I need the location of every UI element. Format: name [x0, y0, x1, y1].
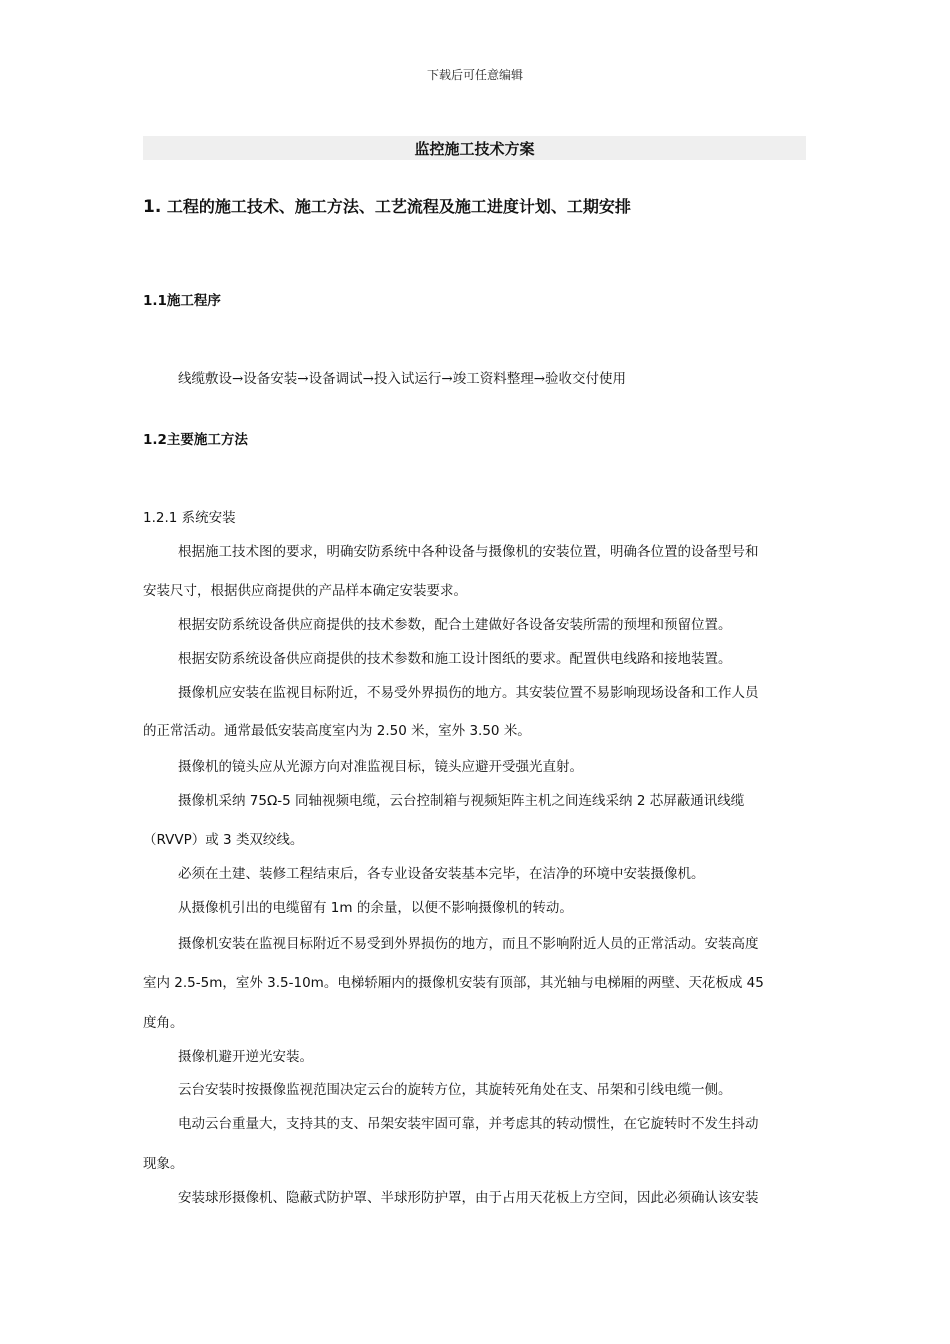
paragraph-line	[143, 719, 531, 739]
paragraph-line: 根据施工技术图的要求，明确安防系统中各种设备与摄像机的安装位置，明确各位置的设备型号和	[178, 544, 759, 560]
text-run: 从摄像机引出的电缆留有	[178, 900, 327, 916]
document-title: 监控施工技术方案	[414, 140, 535, 158]
section-text: 系统安装	[177, 510, 236, 526]
value-run: 75Ω-5	[245, 793, 296, 809]
text-run: ，室外	[222, 975, 263, 991]
paragraph-line	[143, 971, 764, 991]
paragraph-line: 摄像机避开逆光安装。	[178, 1049, 313, 1065]
paragraph-line: 度角。	[143, 1015, 184, 1031]
text-run: ）或	[191, 832, 219, 848]
section-text: 主要施工方法	[166, 432, 248, 448]
value-run: 2.5-5m	[170, 975, 223, 991]
paragraph-line	[143, 828, 303, 848]
paragraph-line	[178, 896, 573, 916]
text-run: 室内	[143, 975, 170, 991]
section-1-2-1-heading	[143, 506, 236, 526]
section-number: 1.2	[143, 432, 167, 448]
paragraph-line: 云台安装时按摄像监视范围决定云台的旋转方位，其旋转死角处在支、吊架和引线电缆一侧。	[178, 1082, 732, 1098]
section-text: 工程的施工技术、施工方法、工艺流程及施工进度计划、工期安排	[166, 197, 631, 216]
value-run: 2	[632, 793, 650, 809]
section-text: 施工程序	[166, 293, 221, 309]
section-1-1-heading	[143, 289, 221, 309]
value-run: 3	[218, 832, 236, 848]
paragraph-line: 根据安防系统设备供应商提供的技术参数和施工设计图纸的要求。配置供电线路和接地装置。	[178, 651, 732, 667]
paragraph-line: 摄像机安装在监视目标附近不易受到外界损伤的地方，而且不影响附近人员的正常活动。安装高度	[178, 936, 759, 952]
text-run: 的余量，以便不影响摄像机的转动。	[356, 900, 573, 916]
section-1-2-heading	[143, 428, 248, 448]
section-number: 1.1	[143, 293, 167, 309]
text-run: 同轴视频电缆，云台控制箱与视频矩阵主机之间连线采纳	[295, 793, 633, 809]
text-run: 。电梯轿厢内的摄像机安装有顶部，其光轴与电梯厢的两壁、天花板成	[323, 975, 743, 991]
text-run: 的正常活动。通常最低安装高度室内为	[143, 723, 373, 739]
text-run: 类双绞线。	[235, 832, 304, 848]
text-run: 摄像机采纳	[178, 793, 246, 809]
section-1-heading	[143, 194, 631, 217]
text-run: 米，室外	[411, 723, 466, 739]
paragraph-line: 安装尺寸，根据供应商提供的产品样本确定安装要求。	[143, 583, 467, 599]
value-run: 3.5-10m	[262, 975, 324, 991]
paragraph-line: 摄像机的镜头应从光源方向对准监视目标，镜头应避开受强光直射。	[178, 759, 583, 775]
value-run: 1m	[326, 900, 357, 916]
paragraph-line: 电动云台重量大，支持其的支、吊架安装牢固可靠，并考虑其的转动惯性，在它旋转时不发生抖动	[178, 1116, 759, 1132]
value-run: 45	[742, 975, 764, 991]
text-run: （	[143, 832, 157, 848]
value-run: 2.50	[372, 723, 412, 739]
section-number: 1.2.1	[143, 510, 178, 526]
section-number: 1.	[143, 197, 162, 217]
paragraph-line: 必须在土建、装修工程结束后，各专业设备安装基本完毕，在洁净的环境中安装摄像机。	[178, 866, 705, 882]
paragraph-line: 摄像机应安装在监视目标附近，不易受外界损伤的地方。其安装位置不易影响现场设备和工作人员	[178, 685, 759, 701]
process-flow: 线缆敷设→设备安装→设备调试→投入试运行→竣工资料整理→验收交付使用	[178, 371, 627, 387]
paragraph-line: 根据安防系统设备供应商提供的技术参数，配合土建做好各设备安装所需的预埋和预留位置。	[178, 617, 732, 633]
text-run: 米。	[503, 723, 531, 739]
text-run: 芯屏蔽通讯线缆	[649, 793, 745, 809]
value-run: 3.50	[465, 723, 504, 739]
paragraph-line: 现象。	[143, 1156, 184, 1172]
value-run: RVVP	[156, 832, 192, 848]
paragraph-line: 安装球形摄像机、隐蔽式防护罩、半球形防护罩，由于占用天花板上方空间，因此必须确认该安装	[178, 1190, 759, 1206]
paragraph-line	[178, 789, 744, 809]
header-note: 下载后可任意编辑	[426, 68, 523, 82]
